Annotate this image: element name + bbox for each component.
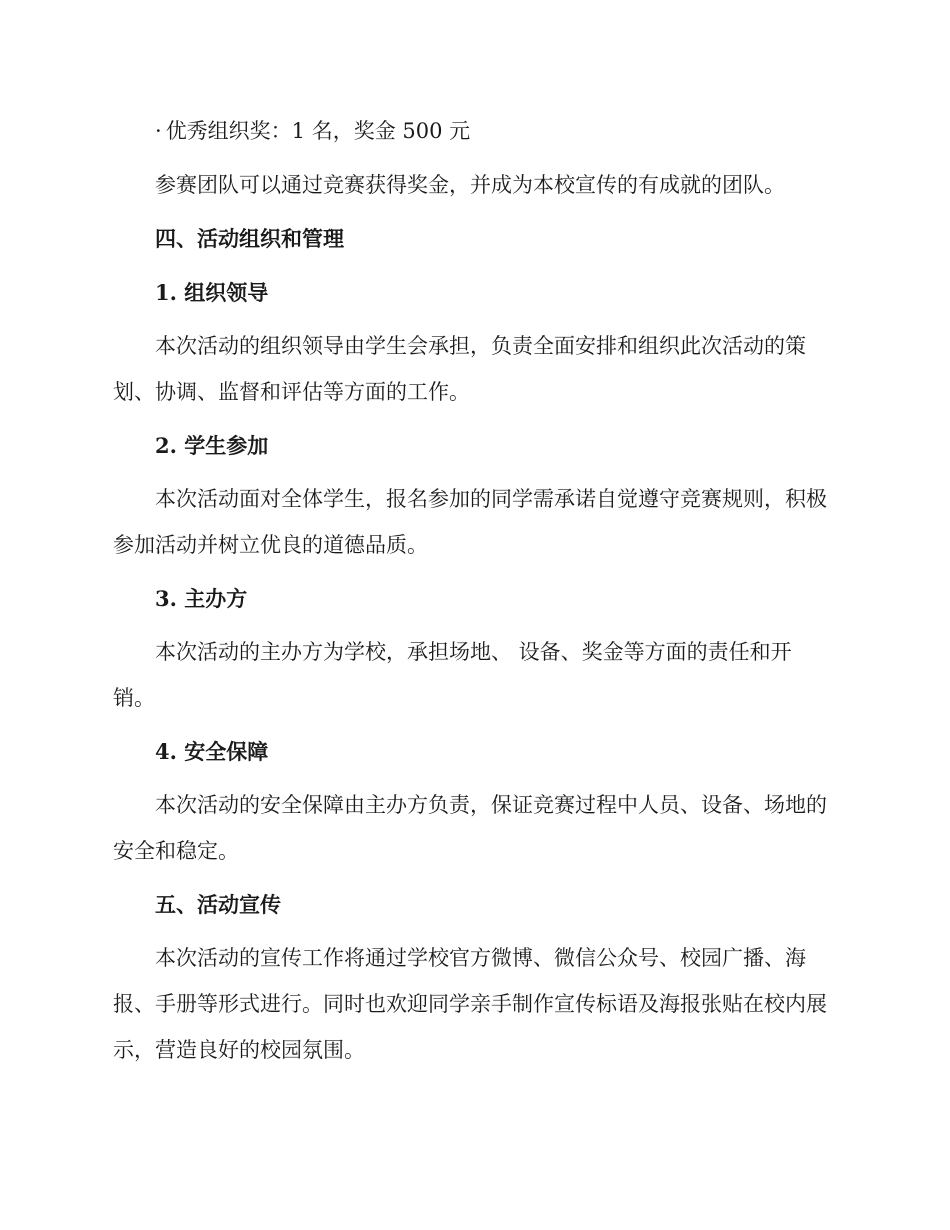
award-bullet-text: 优秀组织奖：1 名，奖金 500 元 xyxy=(165,119,471,143)
prize-paragraph: 参赛团队可以通过竞赛获得奖金，并成为本校宣传的有成就的团队。 xyxy=(155,173,785,197)
subsection-2-paragraph: 本次活动面对全体学生，报名参加的同学需承诺自觉遵守竞赛规则，积极参加活动并树立优良的道德品质。 xyxy=(113,487,827,557)
subsection-4-heading: 4. 安全保障 xyxy=(155,739,269,764)
subsection-3-paragraph: 本次活动的主办方为学校，承担场地、 设备、奖金等方面的责任和开销。 xyxy=(113,640,792,710)
award-bullet-item xyxy=(113,108,833,154)
section-5-heading: 五、活动宣传 xyxy=(155,892,281,917)
bullet-dot: · xyxy=(155,119,162,143)
subsection-4-paragraph: 本次活动的安全保障由主办方负责，保证竞赛过程中人员、设备、场地的安全和稳定。 xyxy=(113,793,827,863)
section-4-heading: 四、活动组织和管理 xyxy=(155,226,344,251)
subsection-2-heading: 2. 学生参加 xyxy=(155,433,269,458)
document-page xyxy=(113,108,833,1073)
subsection-3-heading: 3. 主办方 xyxy=(155,586,248,611)
section-5-paragraph: 本次活动的宣传工作将通过学校官方微博、微信公众号、校园广播、海报、手册等形式进行。同时也欢迎同学亲手制作宣传标语及海报张贴在校内展示，营造良好的校园氛围。 xyxy=(113,946,827,1062)
subsection-1-heading: 1. 组织领导 xyxy=(155,280,269,305)
subsection-1-paragraph: 本次活动的组织领导由学生会承担，负责全面安排和组织此次活动的策划、协调、监督和评估等方面的工作。 xyxy=(113,334,806,404)
